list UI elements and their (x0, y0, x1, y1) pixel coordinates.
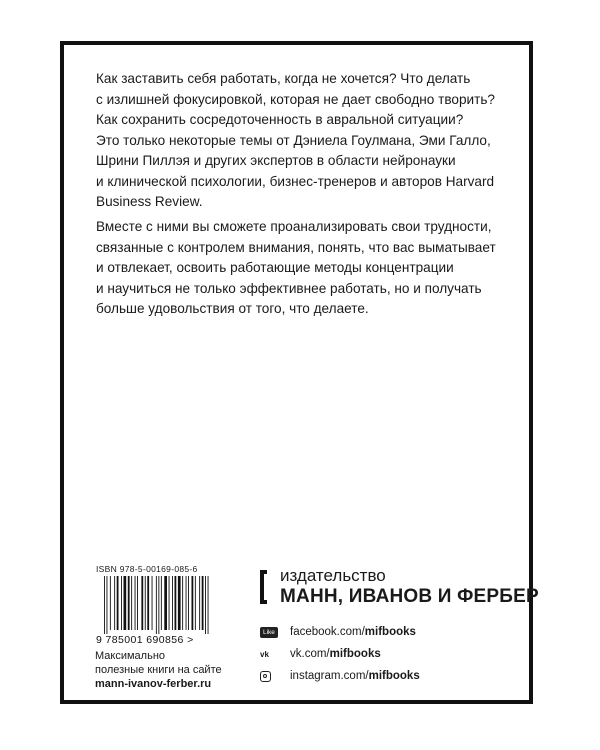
barcode-bar (172, 576, 173, 630)
barcode-bar (104, 576, 105, 634)
text-line: Вместе с ними вы сможете проанализировать свои трудности, (96, 219, 492, 234)
barcode-bar (114, 576, 115, 630)
instagram-icon (260, 671, 271, 682)
barcode-bar (152, 576, 153, 630)
barcode-bar (195, 576, 196, 630)
publisher-name: МАНН, ИВАНОВ И ФЕРБЕР (280, 586, 539, 607)
barcode-bar (199, 576, 200, 630)
barcode-bar (158, 576, 159, 634)
promo-line-2: полезные книги на сайте (95, 664, 222, 676)
barcode-bar (205, 576, 206, 634)
book-back-cover (60, 41, 539, 704)
barcode-bar (208, 576, 209, 634)
text-line: больше удовольствия от того, что делаете. (96, 301, 369, 316)
barcode-bar (137, 576, 138, 630)
text-line: и научиться не только эффективнее работать, но и получать (96, 280, 482, 296)
barcode-bar (178, 576, 181, 630)
barcode (94, 576, 229, 646)
social-handle: mifbooks (329, 648, 381, 660)
barcode-bar (141, 576, 143, 630)
facebook-like-icon: Like (260, 627, 278, 638)
promo-site-link[interactable]: mann-ivanov-ferber.ru (95, 678, 212, 690)
vk-icon: vk (260, 649, 269, 659)
bracket-icon (260, 570, 267, 604)
social-handle: mifbooks (368, 670, 420, 682)
barcode-bar (182, 576, 183, 630)
barcode-bar (188, 576, 189, 630)
description-paragraph-2 (96, 217, 506, 320)
social-link-instagram[interactable] (260, 667, 420, 685)
social-prefix: instagram.com/ (290, 670, 369, 682)
barcode-bar (161, 576, 162, 630)
text-line: и отвлекает, освоить работающие методы концентрации (96, 260, 454, 275)
text-line: связанные с контролем внимания, понять, что вас выматывает (96, 239, 496, 255)
barcode-bar (124, 576, 127, 630)
barcode-bar (121, 576, 122, 630)
isbn-barcode-block (94, 564, 229, 646)
social-prefix: facebook.com/ (290, 626, 365, 638)
promo-line-1: Максимально (95, 650, 166, 662)
social-link-facebook[interactable] (260, 623, 416, 641)
barcode-bar (128, 576, 130, 630)
barcode-bar (186, 576, 187, 630)
barcode-bar (192, 576, 194, 630)
barcode-bar (147, 576, 149, 630)
barcode-bar (110, 576, 111, 630)
barcode-bar (135, 576, 136, 630)
isbn-text: ISBN 978-5-00169-085-6 (96, 564, 198, 574)
social-link-vk[interactable] (260, 645, 381, 663)
publisher-label: издательство (280, 566, 386, 585)
text-line: Шрини Пиллэя и других экспертов в области нейронауки (96, 153, 456, 168)
barcode-bar (156, 576, 157, 634)
text-line: Как заставить себя работать, когда не хочется? Что делать (96, 71, 471, 86)
barcode-bar (107, 576, 108, 634)
text-line: и клинической психологии, бизнес-тренеров и авторов Harvard (96, 173, 495, 189)
text-line: с излишней фокусировкой, которая не дает свободно творить? (96, 91, 495, 107)
social-prefix: vk.com/ (290, 648, 330, 660)
barcode-bar (131, 576, 132, 630)
barcode-bar (164, 576, 167, 630)
barcode-bar (117, 576, 119, 630)
promo-text (95, 649, 222, 691)
barcode-bar (202, 576, 204, 630)
text-line: Business Review. (96, 194, 203, 209)
barcode-bar (145, 576, 146, 630)
barcode-digits: 9 785001 690856 > (96, 634, 194, 646)
text-line: Это только некоторые темы от Дэниела Гоулмана, Эми Галло, (96, 132, 491, 148)
social-handle: mifbooks (364, 626, 416, 638)
text-line: Как сохранить сосредоточенность в авральной ситуации? (96, 112, 464, 127)
barcode-bar (175, 576, 177, 630)
description-paragraph-1 (96, 69, 506, 213)
barcode-bar (169, 576, 170, 630)
